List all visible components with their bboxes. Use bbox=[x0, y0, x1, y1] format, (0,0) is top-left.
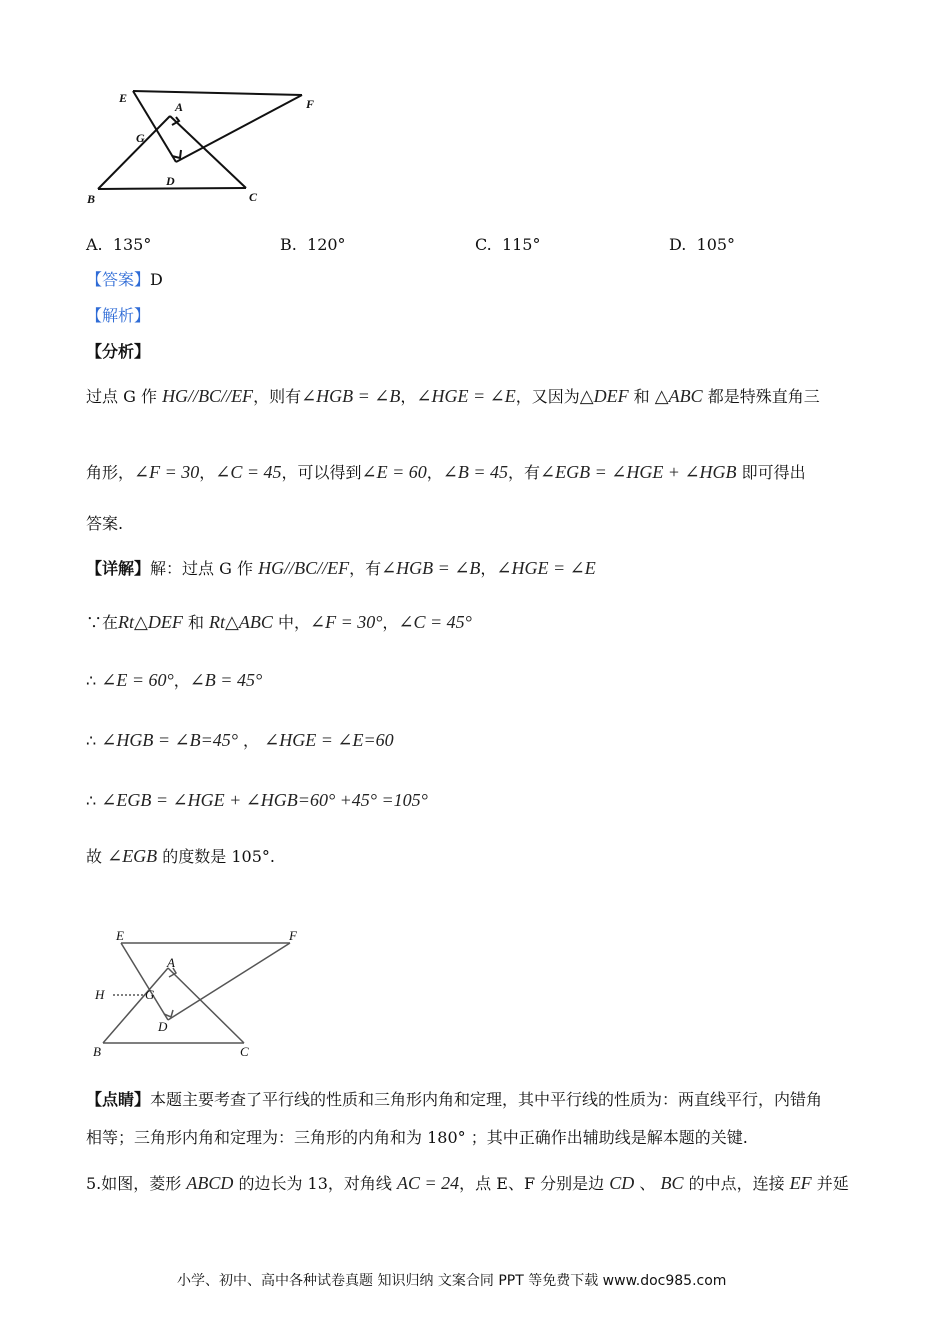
dianjing-line-1: 【点睛】本题主要考查了平行线的性质和三角形内角和定理，其中平行线的性质为：两直线平行，内错角 bbox=[86, 1090, 823, 1109]
page-footer: 小学、初中、高中各种试卷真题 知识归纳 文案合同 PPT 等免费下载 www.doc985.com bbox=[177, 1273, 727, 1289]
fig2-label-e: E bbox=[116, 928, 124, 943]
fig1-label-g: G bbox=[136, 131, 145, 145]
fig2-label-f: F bbox=[289, 928, 297, 943]
xiangjie-line-1: 【详解】解：过点 G 作 HG//BC//EF，有∠HGB = ∠B，∠HGE = ∠E bbox=[86, 558, 596, 578]
fig1-label-c: C bbox=[249, 190, 258, 204]
analysis-tag: 【解析】 bbox=[86, 306, 151, 325]
fenxi-line-2: 角形，∠F = 30，∠C = 45，可以得到∠E = 60，∠B = 45，有∠EGB = ∠HGE + ∠HGB 即可得出 bbox=[86, 462, 806, 482]
fig2-label-c: C bbox=[240, 1044, 249, 1059]
option-d: D. 105° bbox=[669, 235, 736, 254]
fig1-label-e: E bbox=[119, 91, 128, 105]
xiangjie-line-4: ∴ ∠HGB = ∠B=45° ， ∠HGE = ∠E=60 bbox=[86, 730, 394, 750]
xiangjie-line-2: ∵在Rt△DEF 和 Rt△ABC 中，∠F = 30°，∠C = 45° bbox=[86, 612, 472, 632]
xiangjie-line-5: ∴ ∠EGB = ∠HGE + ∠HGB=60° +45° =105° bbox=[86, 790, 428, 810]
fig2-label-g: G bbox=[145, 987, 155, 1002]
question-5: 5.如图，菱形 ABCD 的边长为 13，对角线 AC = 24，点 E、F 分别是边 CD 、 BC 的中点，连接 EF 并延 bbox=[86, 1173, 849, 1193]
fig2-label-a: A bbox=[167, 955, 175, 970]
fenxi-tag: 【分析】 bbox=[86, 342, 151, 361]
fenxi-line-3: 答案. bbox=[86, 514, 124, 533]
fig2-label-h: H bbox=[95, 987, 105, 1002]
option-a: A. 135° bbox=[86, 235, 152, 254]
xiangjie-line-6: 故 ∠EGB 的度数是 105°. bbox=[86, 846, 275, 866]
fig1-label-f: F bbox=[306, 97, 315, 111]
xiangjie-line-3: ∴ ∠E = 60°，∠B = 45° bbox=[86, 670, 263, 690]
dianjing-line-2: 相等；三角形内角和定理为：三角形的内角和为 180° ；其中正确作出辅助线是解本题的关键. bbox=[86, 1128, 748, 1147]
fig1-label-b: B bbox=[87, 192, 96, 206]
fig2-label-b: B bbox=[93, 1044, 101, 1059]
fig1-label-d: D bbox=[166, 174, 175, 188]
answer-line: 【答案】D bbox=[86, 270, 163, 289]
fig2-label-d: D bbox=[158, 1019, 168, 1034]
option-b: B. 120° bbox=[280, 235, 346, 254]
option-c: C. 115° bbox=[475, 235, 541, 254]
fenxi-line-1: 过点 G 作 HG//BC//EF，则有∠HGB = ∠B，∠HGE = ∠E，又因为△DEF 和 △ABC 都是特殊直角三 bbox=[86, 386, 820, 406]
fig1-label-a: A bbox=[175, 100, 184, 114]
